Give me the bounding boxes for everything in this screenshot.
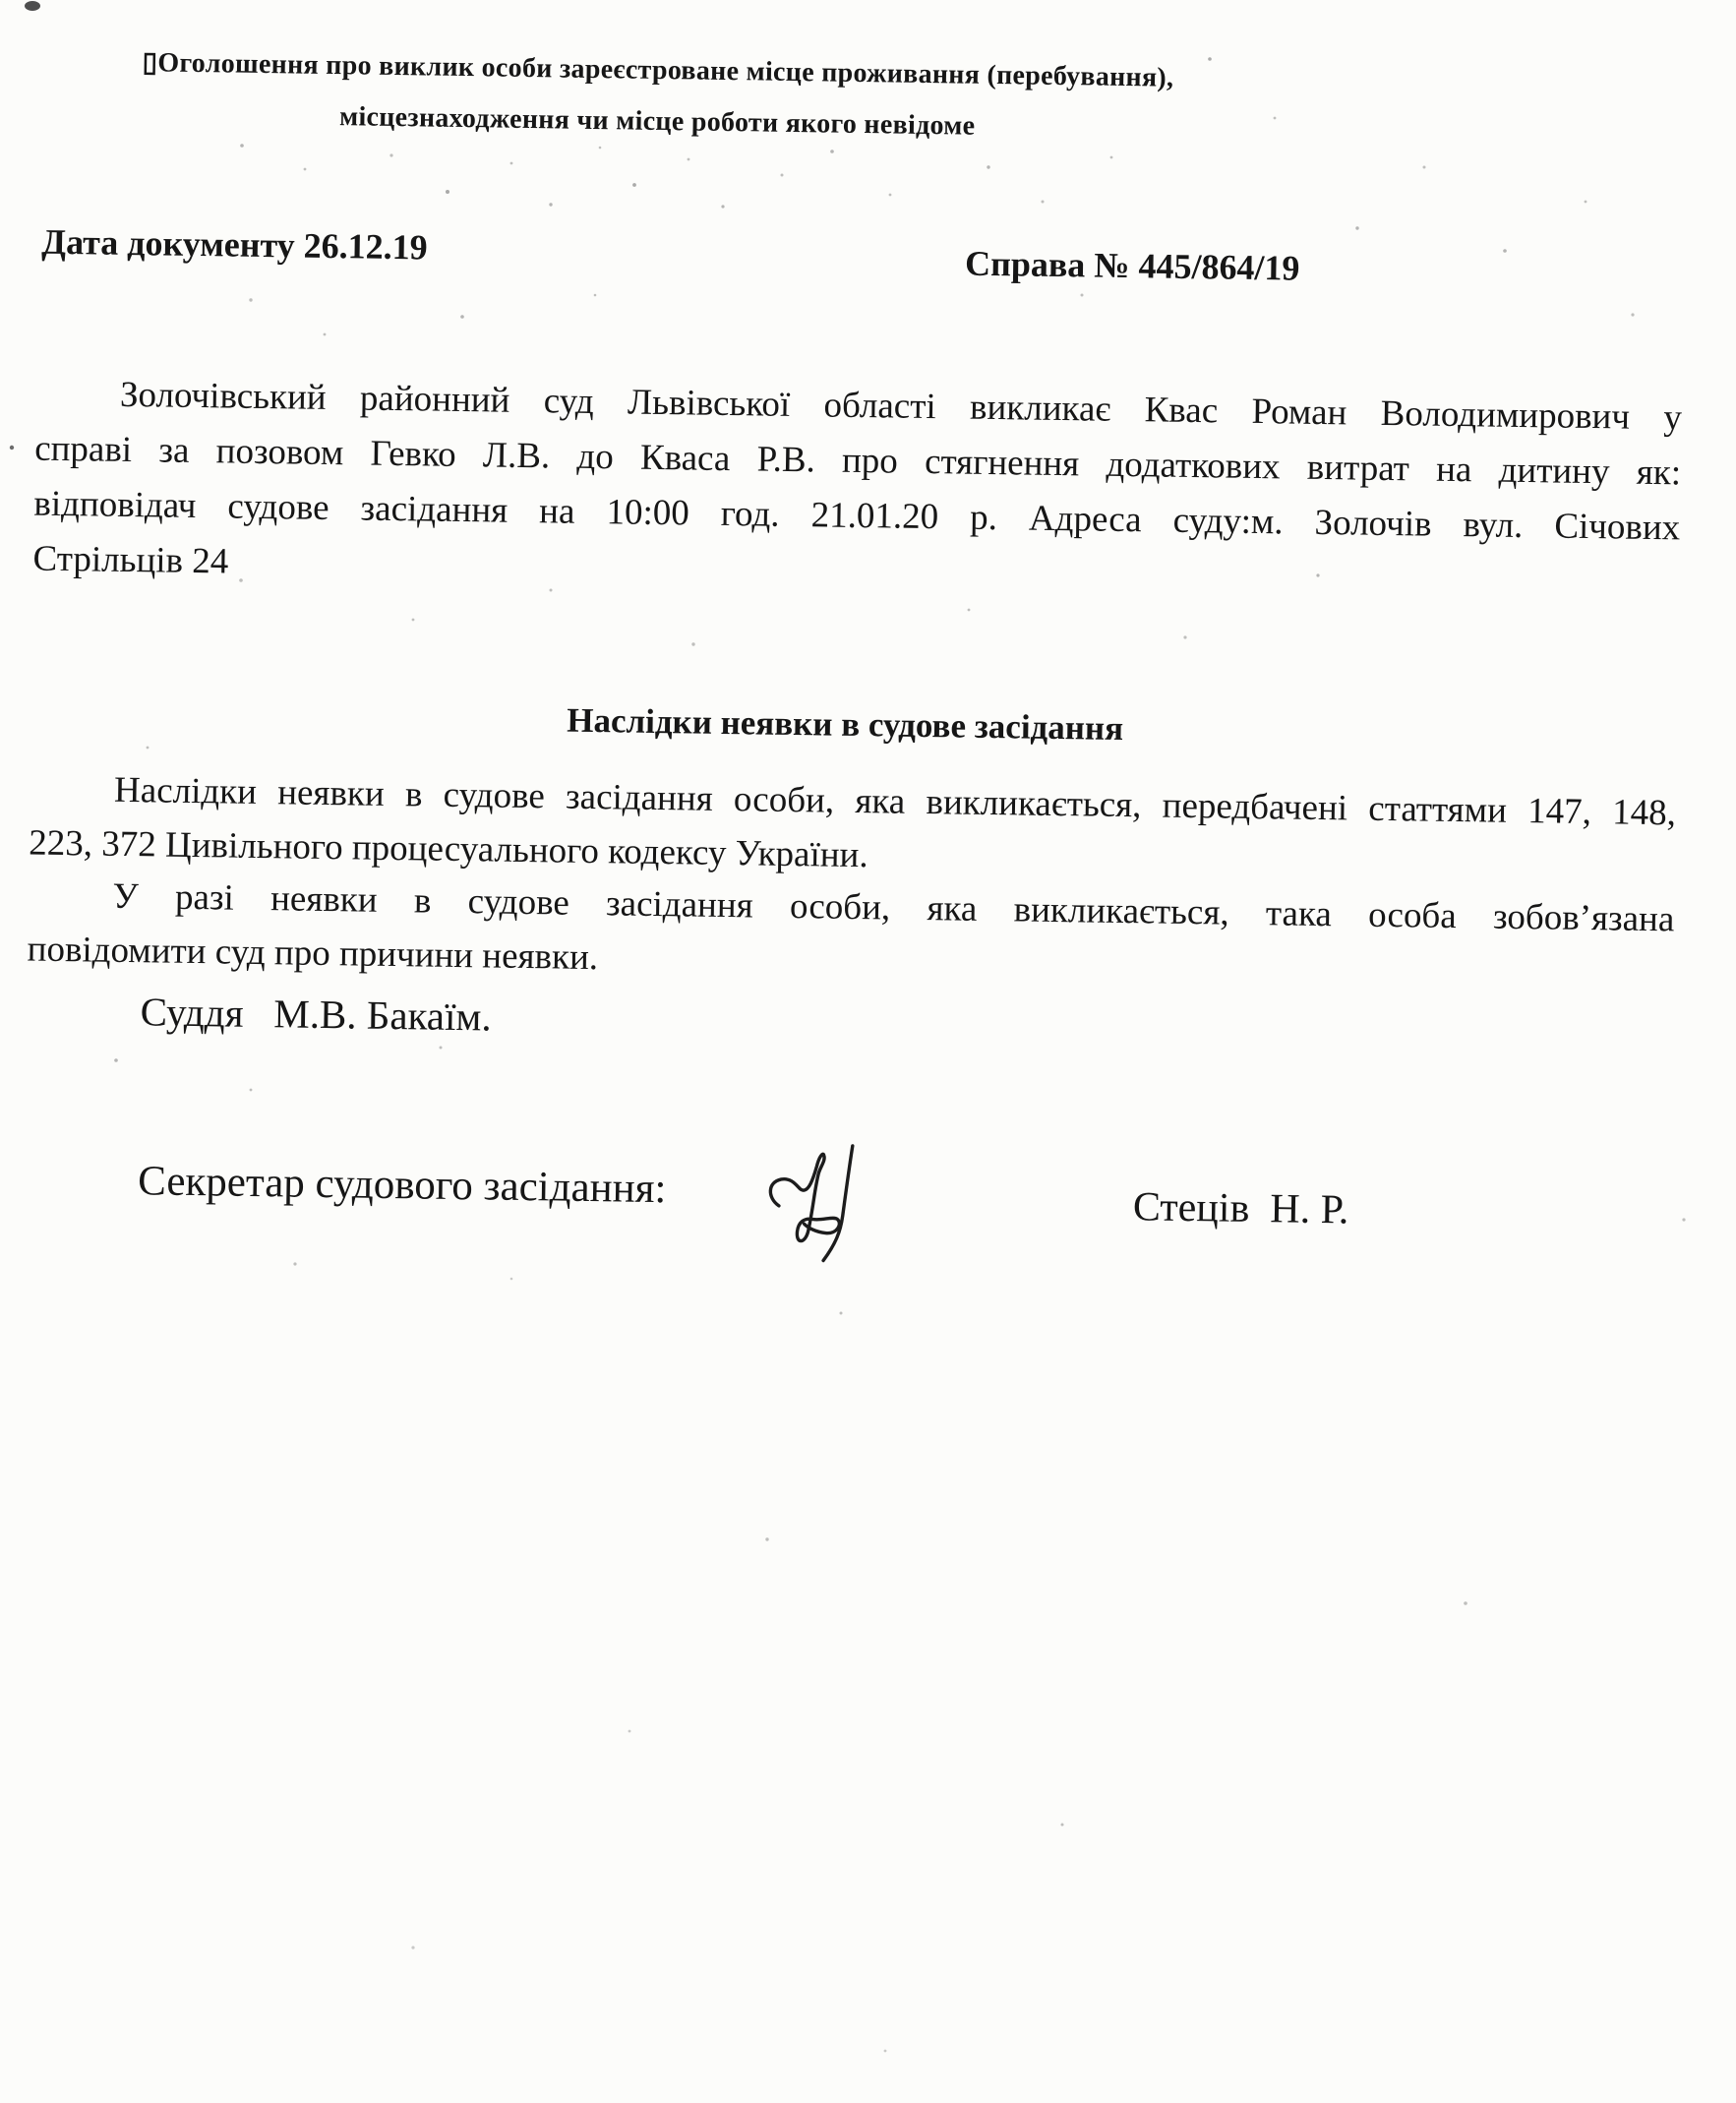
judge-signature-line: Суддя М.В. Бакаїм.: [140, 989, 493, 1040]
consequences-line: повідомити суд про причини неявки.: [27, 929, 599, 979]
consequences-heading: Наслідки неявки в судове засідання: [566, 700, 1124, 749]
consequences-line: У разі неявки в судове засідання особи, яка викликається, така особа зобов’язана: [112, 875, 1675, 940]
summons-line: Золочівський районний суд Львівської області викликає Квас Роман Володимирович у: [119, 374, 1683, 439]
document-title: [28, 35, 1287, 156]
secretary-label: Секретар судового засідання:: [137, 1158, 667, 1213]
summons-paragraph: [32, 367, 1682, 612]
summons-line: відповідач судове засідання на 10:00 год. 21.01.20 р. Адреса суду:м. Золочів вул. Січових: [33, 483, 1681, 549]
summons-line: справі за позовом Гевко Л.В. до Кваса Р.В. про стягнення додаткових витрат на дитину як:: [33, 428, 1682, 494]
consequences-line: Наслідки неявки в судове засідання особи, яка викликається, передбачені статтями 147, 148,: [113, 769, 1677, 834]
case-number: Справа № 445/864/19: [964, 243, 1300, 288]
summons-line: Стрільців 24: [32, 538, 229, 582]
document-meta-row: [41, 221, 1695, 305]
secretary-name: Стеців Н. Р.: [1132, 1184, 1349, 1233]
document-title-line2: місцезнаходження чи місце роботи якого невідоме: [338, 101, 976, 142]
document-date: Дата документу 26.12.19: [41, 221, 429, 268]
secretary-signature-scribble: [750, 1120, 875, 1270]
consequences-line: 223, 372 Цивільного процесуального кодексу України.: [28, 822, 868, 876]
document-title-line1: ▯Оголошення про виклик особи зареєстроване місце проживання (перебування),: [142, 47, 1174, 93]
consequences-paragraph-2: [27, 869, 1674, 1001]
